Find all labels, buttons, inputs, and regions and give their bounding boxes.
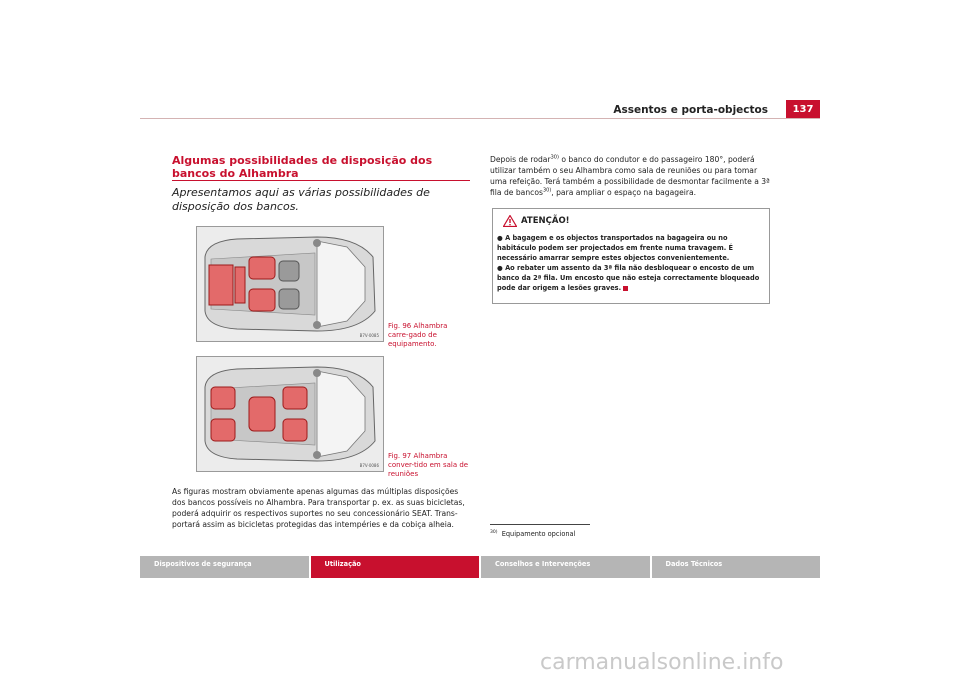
footer-tab-utilizacao[interactable]: Utilização (311, 556, 480, 578)
text-run: Depois de rodar (490, 155, 551, 164)
section-subtitle: Apresentamos aqui as várias possibilidades de disposição dos bancos. (172, 186, 430, 213)
section-title: Algumas possibilidades de disposição dos bancos do Alhambra (172, 154, 433, 180)
section-rule (172, 180, 470, 181)
figure-97-meeting-room (196, 356, 384, 472)
footnote (490, 530, 575, 538)
footnote-text: Equipamento opcional (501, 530, 576, 538)
watermark: carmanualsonline.info (540, 650, 784, 675)
footnote-ref: 30) (550, 154, 559, 161)
figure-96-car-loaded (196, 226, 384, 342)
bullet-icon: ● (497, 234, 506, 242)
warning-box (492, 208, 770, 304)
car-meeting-illustration (197, 357, 383, 471)
warning-item: ● A bagagem e os objectos transportados na bagageira ou no habitáculo podem ser projectados em frente numa travagem. É necessário amarrar sempre estes objectos convenientemente. (497, 234, 733, 262)
footnote-ref: 30) (542, 187, 552, 194)
end-mark-icon (623, 286, 628, 291)
footer-tab-conselhos[interactable]: Conselhos e Intervenções (481, 556, 650, 578)
text-run: , para ampliar o espaço na bagageira. (551, 188, 697, 197)
bullet-icon: ● (497, 264, 506, 272)
body-paragraph-right (490, 154, 772, 198)
running-header-title: Assentos e porta-objectos (613, 104, 768, 116)
figure-code: B7V-0086 (359, 463, 379, 468)
footer-nav (140, 556, 820, 578)
warning-title: ATENÇÃO! (521, 216, 570, 226)
warning-header (503, 215, 570, 227)
footer-tab-dados[interactable]: Dados Técnicos (652, 556, 821, 578)
footnote-rule (490, 524, 590, 525)
warning-body (497, 233, 765, 293)
warning-triangle-icon (503, 215, 517, 227)
car-loaded-illustration (197, 227, 383, 341)
figure-code: B7V-0085 (359, 333, 379, 338)
body-paragraph-left: As figuras mostram obviamente apenas algumas das múltiplas disposições dos bancos possíveis no Alhambra. Para transportar p. ex. as suas bicicletas, poderá adquirir os respectivos suportes no seu concessionário SEAT. Trans-portará assim as bicicletas protegidas das intempéries e da cobiça alheia. (172, 487, 465, 529)
figure-97-caption: Fig. 97 Alhambra conver-tido em sala de reuniões (388, 452, 469, 478)
footnote-marker: 30) (490, 529, 498, 535)
footer-tab-seguranca[interactable]: Dispositivos de segurança (140, 556, 309, 578)
warning-item: ● Ao rebater um assento da 3ª fila não desbloquear o encosto de um banco da 2ª fila. Um encosto que não esteja correctamente bloqueado pode dar origem a lesões graves. (497, 264, 760, 292)
text-run: o banco do condutor e do passageiro 180°, poderá utilizar também o seu Alhambra como sala de reuniões ou para tomar uma refeição. Terá também a possibilidade de desmontar facilmente a 3ª fila de bancos (490, 155, 770, 197)
page-number: 137 (786, 100, 820, 118)
header-rule (140, 118, 820, 119)
figure-96-caption: Fig. 96 Alhambra carre-gado de equipamento. (388, 322, 448, 348)
